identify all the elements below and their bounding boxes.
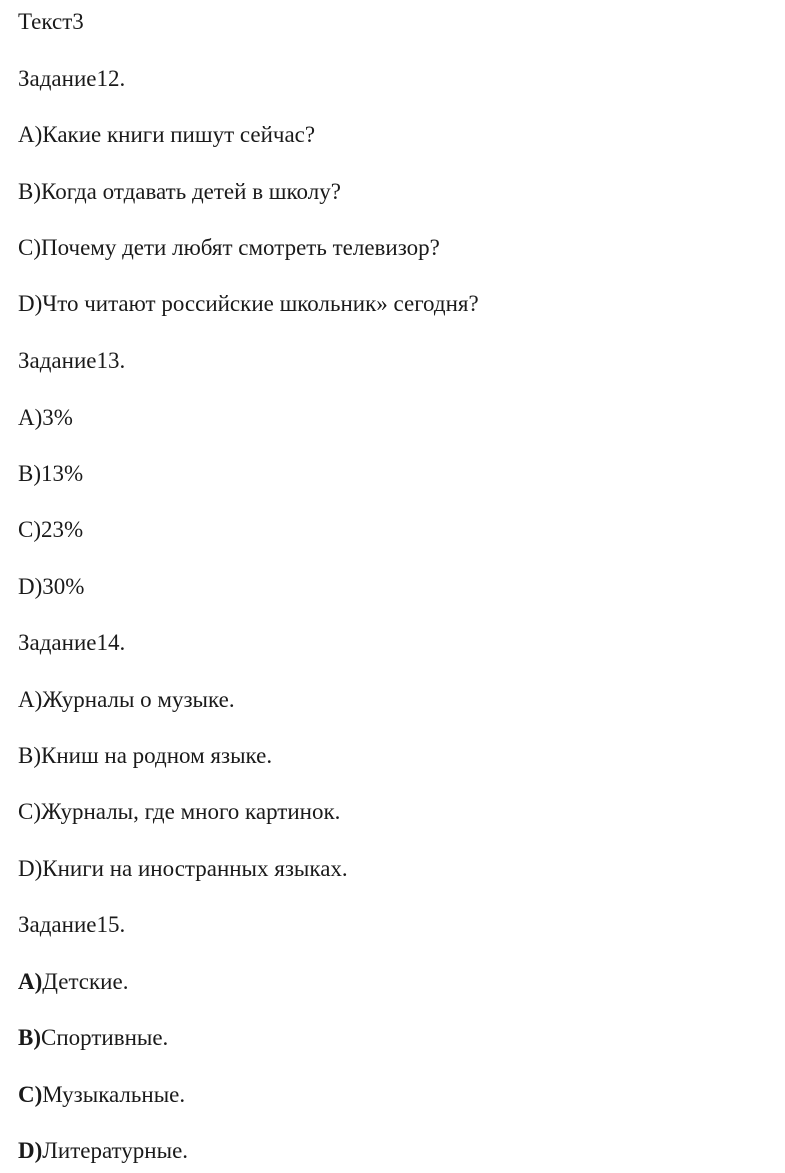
task-heading: Задание12. [18, 66, 126, 91]
task-heading: Задание15. [18, 912, 126, 937]
answer-option [18, 855, 348, 883]
option-letter: C) [18, 1082, 43, 1107]
option-text: Музыкальные. [42, 1082, 186, 1107]
answer-option [18, 968, 128, 996]
option-letter: C) [18, 799, 41, 824]
answer-option [18, 1081, 185, 1109]
task-heading: Задание14. [18, 630, 126, 655]
answer-option [18, 686, 235, 714]
answer-option [18, 742, 272, 770]
option-text: Детские. [42, 969, 129, 994]
answer-option [18, 121, 315, 149]
option-letter: B) [18, 743, 41, 768]
option-text: Когда отдавать детей в школу? [41, 179, 341, 204]
option-letter: A) [18, 969, 43, 994]
answer-option [18, 460, 83, 488]
option-letter: C) [18, 517, 41, 542]
option-text: 13% [41, 461, 84, 486]
option-letter: D) [18, 856, 43, 881]
option-letter: B) [18, 461, 41, 486]
option-text: Книги на иностранных языках. [42, 856, 348, 881]
answer-option [18, 1024, 168, 1052]
option-letter: A) [18, 122, 43, 147]
option-text: 3% [42, 405, 73, 430]
option-text: 23% [41, 517, 84, 542]
option-text: Какие книги пишут сейчас? [42, 122, 316, 147]
task-heading: Задание13. [18, 348, 126, 373]
option-letter: D) [18, 291, 43, 316]
document-title: Текст3 [18, 9, 84, 34]
option-text: Почему дети любят смотреть телевизор? [41, 235, 440, 260]
option-text: Книш на родном языке. [41, 743, 273, 768]
option-text: Литературные. [42, 1138, 189, 1163]
answer-option [18, 1137, 188, 1165]
answer-option [18, 573, 84, 601]
answer-option [18, 234, 440, 262]
option-letter: D) [18, 1138, 43, 1163]
option-letter: C) [18, 235, 41, 260]
option-letter: A) [18, 405, 43, 430]
option-text: Что читают российские школьник» сегодня? [42, 291, 479, 316]
option-text: Спортивные. [41, 1025, 169, 1050]
option-text: 30% [42, 574, 85, 599]
answer-option [18, 516, 83, 544]
option-letter: D) [18, 574, 43, 599]
answer-option [18, 404, 73, 432]
option-letter: B) [18, 1025, 41, 1050]
option-text: Журналы о музыке. [42, 687, 235, 712]
option-text: Журналы, где много картинок. [41, 799, 341, 824]
answer-option [18, 290, 479, 318]
option-letter: A) [18, 687, 43, 712]
answer-option [18, 178, 341, 206]
option-letter: B) [18, 179, 41, 204]
answer-option [18, 798, 340, 826]
